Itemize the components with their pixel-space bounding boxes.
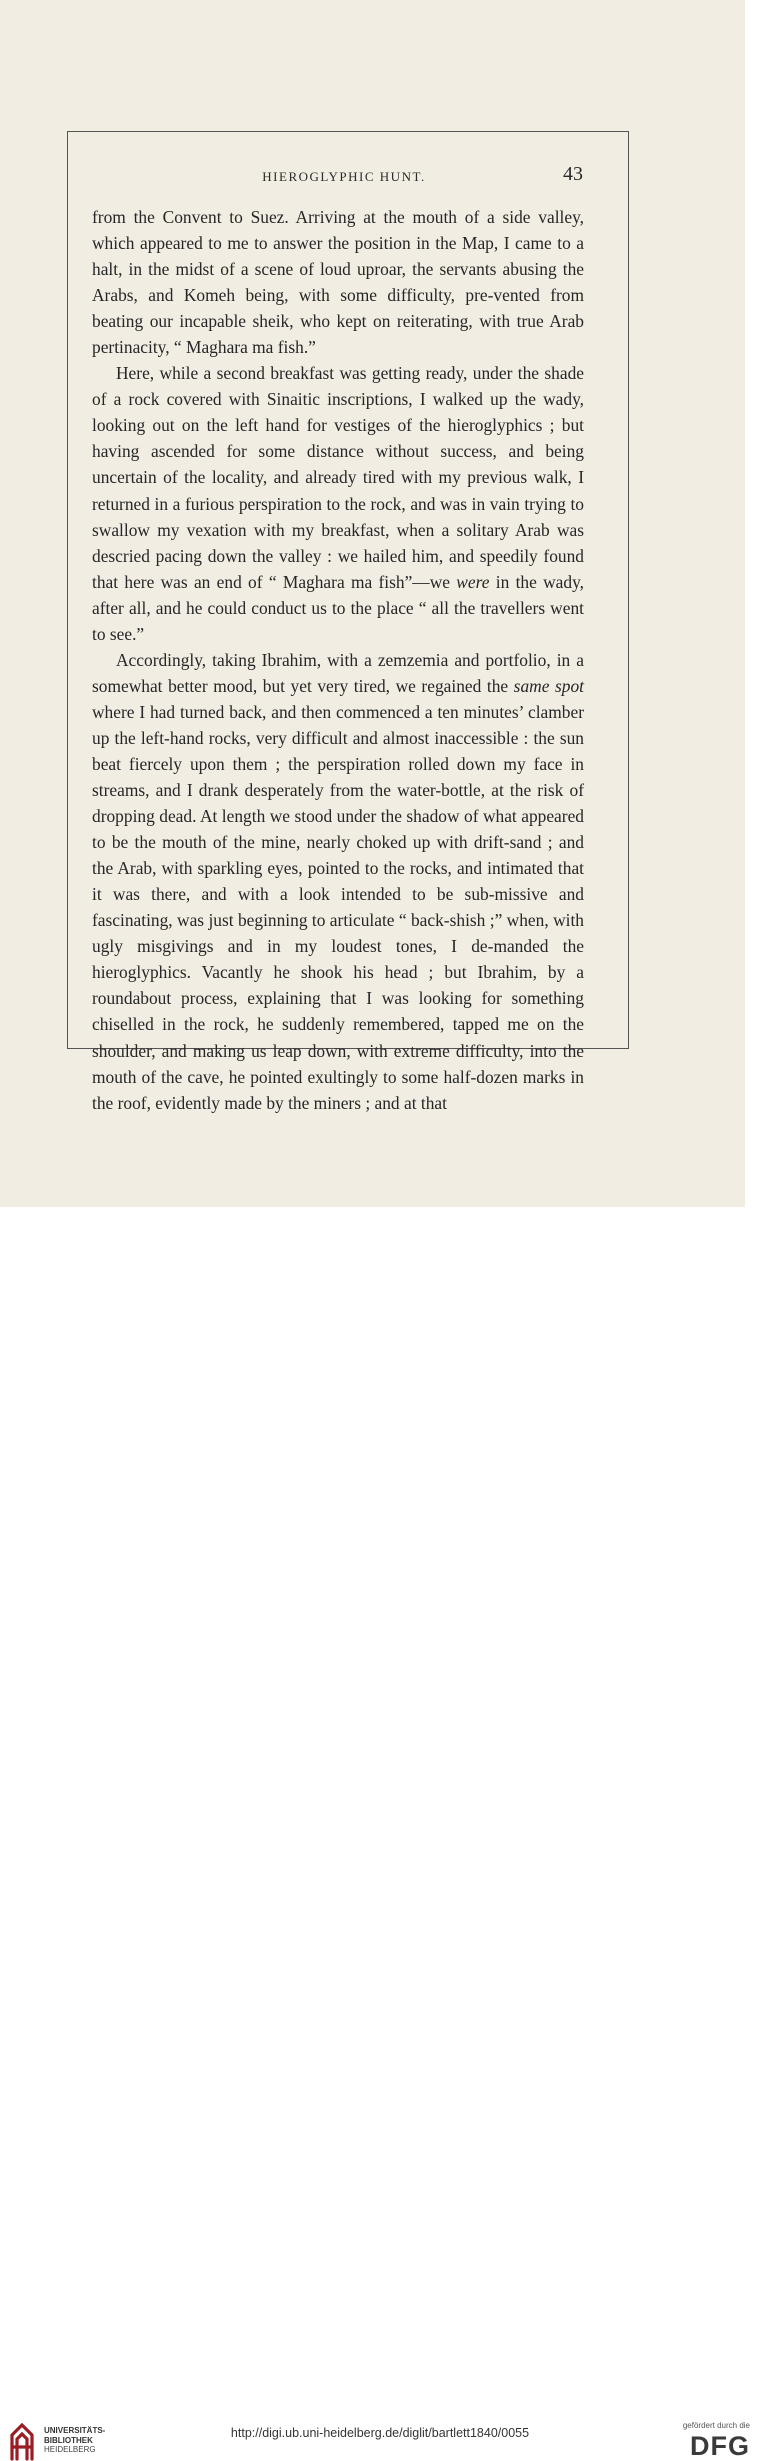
running-head [105, 163, 583, 187]
library-name-line: HEIDELBERG [44, 2445, 96, 2454]
viewer-footer [0, 1207, 757, 2461]
body-text [92, 204, 584, 1116]
body-paragraph: from the Convent to Suez. Arriving at the mouth of a side valley, which appeared to me to answer the position in the Map, I came to a halt, in the midst of a scene of loud uproar, the servants abusing the Arabs, and Komeh being, with some difficulty, pre-vented from beating our incapable sheik, who kept on reiterating, with true Arab pertinacity, “ Maghara ma fish.” [92, 207, 584, 358]
scanned-page [0, 0, 745, 1207]
library-name-line: UNIVERSITÄTS- [44, 2426, 106, 2435]
body-paragraph: Accordingly, taking Ibrahim, with a zemzemia and portfolio, in a somewhat better mood, but yet very tired, we regained the same spot where I had turned back, and then commenced a ten minutes’ clamber up the left-hand rocks, very difficult and almost inaccessible : the sun beat fiercely upon them ; the perspiration rolled down my face in streams, and I drank desperately from the water-bottle, at the risk of dropping dead. At length we stood under the shadow of what appeared to be the mouth of the mine, nearly choked up with drift-sand ; and the Arab, with sparkling eyes, pointed to the rocks, and intimated that it was there, and with a look intended to be sub-missive and fascinating, was just beginning to articulate “ back-shish ;” when, with ugly misgivings and in my loudest tones, I de-manded the hieroglyphics. Vacantly he shook his head ; but Ibrahim, by a roundabout process, explaining that I was looking for something chiselled in the rock, he suddenly remembered, tapped me on the shoulder, and making us leap down, with extreme difficulty, into the mouth of the cave, he pointed exultingly to some half-dozen marks in the roof, evidently made by the miners ; and at that [92, 649, 584, 1113]
funded-by-label: gefördert durch die [682, 2421, 750, 2430]
library-name [44, 2426, 124, 2455]
document-url-link[interactable]: http://digi.ub.uni-heidelberg.de/diglit/bartlett1840/0055 [230, 2426, 530, 2440]
body-paragraph: Here, while a second breakfast was getting ready, under the shade of a rock covered with Sinaitic inscriptions, I walked up the wady, looking out on the left hand for vestiges of the hieroglyphics ; but having ascended for some distance without success, and being uncertain of the locality, and already tired with my previous walk, I returned in a furious perspiration to the rock, and was in vain trying to swallow my vexation with my breakfast, when a solitary Arab was descried pacing down the valley : we hailed him, and speedily found that here was an end of “ Maghara ma fish”—we were in the wady, after all, and he could conduct us to the place “ all the travellers went to see.” [92, 363, 585, 644]
dfg-logo: DFG [690, 2431, 750, 2461]
library-name-line: BIBLIOTHEK [44, 2435, 93, 2445]
university-library-logo-icon [8, 2421, 36, 2461]
page-number: 43 [563, 163, 583, 185]
running-title: HIEROGLYPHIC HUNT. [262, 169, 426, 184]
